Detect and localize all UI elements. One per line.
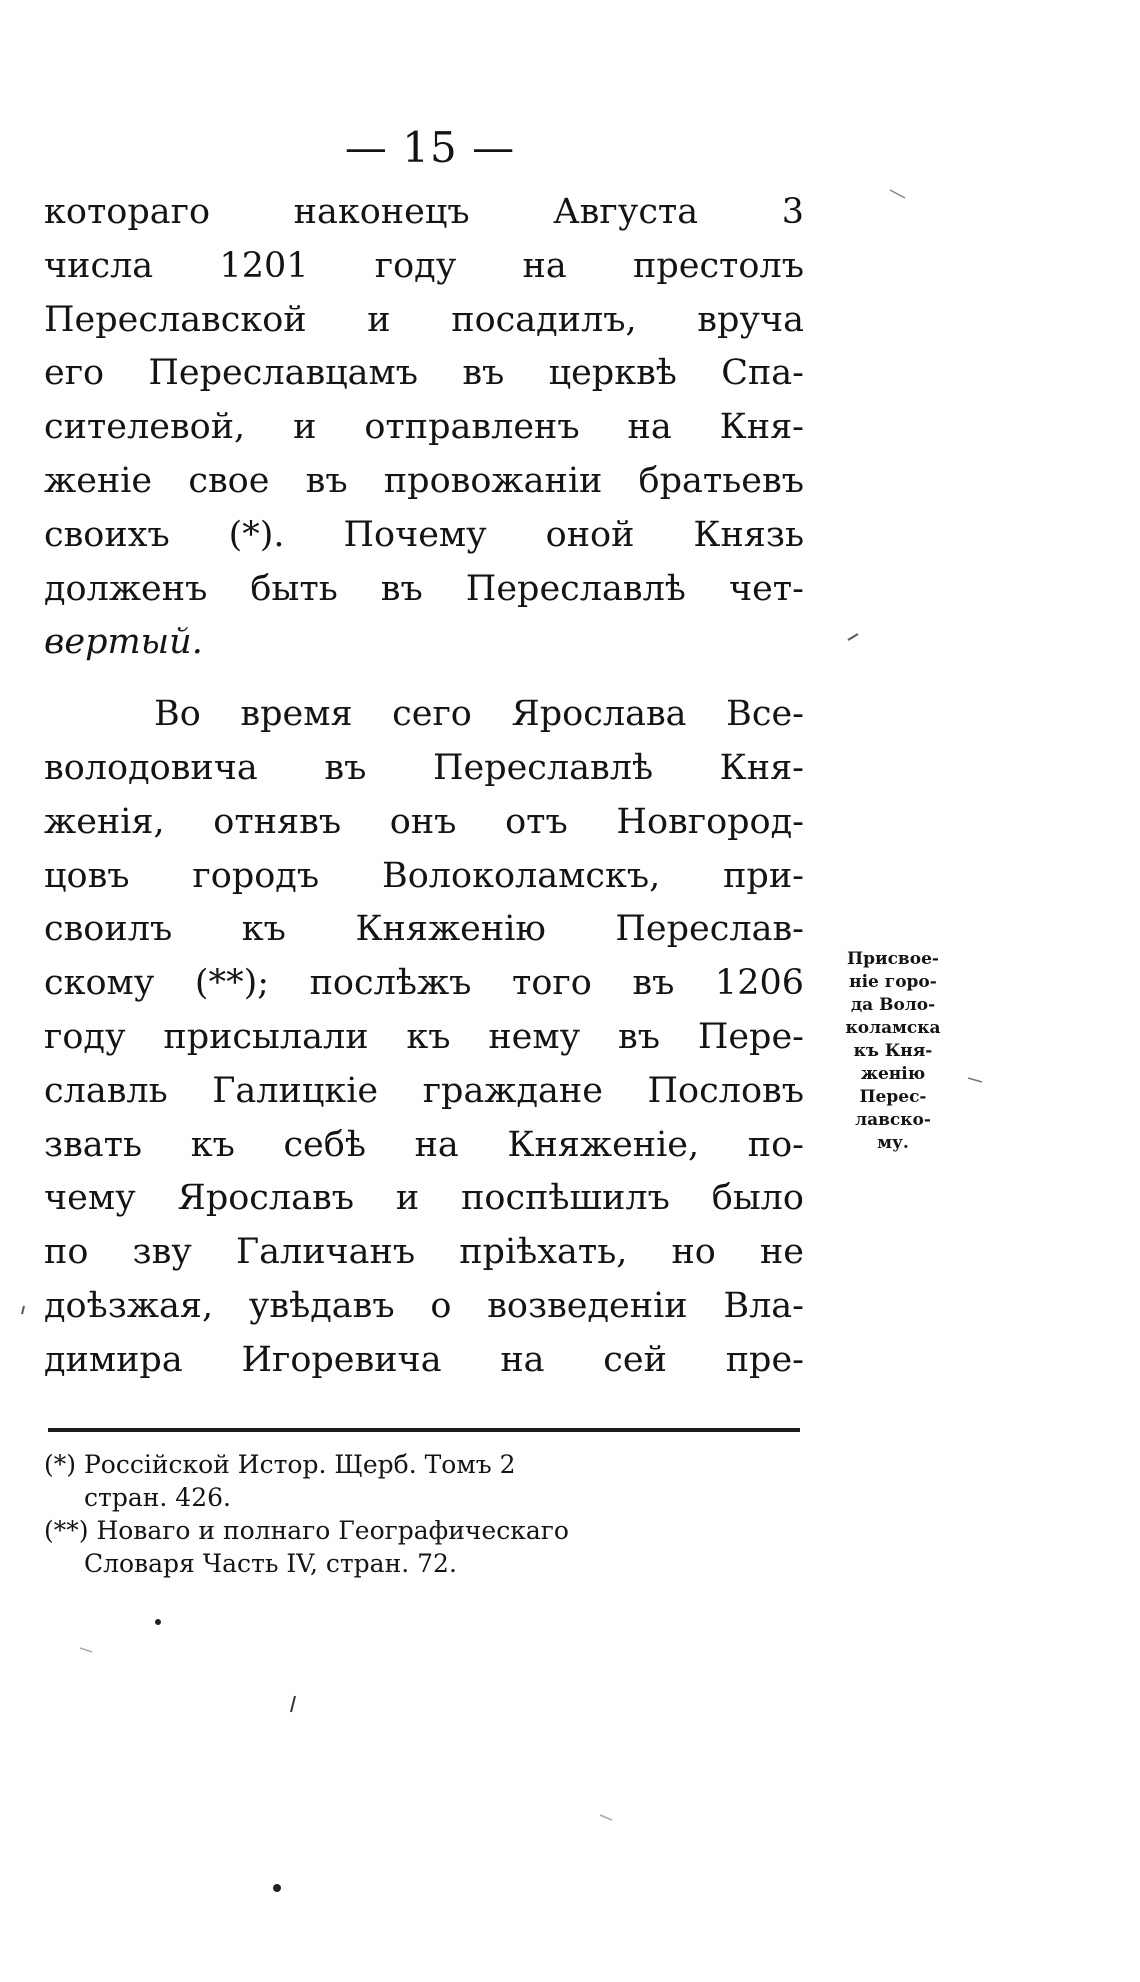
text-line: вертый. bbox=[44, 622, 203, 663]
speck bbox=[968, 1078, 982, 1082]
footnote-line: стран. 426. bbox=[84, 1483, 231, 1512]
text-line: числа 1201 году на престолъ bbox=[44, 245, 804, 286]
margin-note-line: Присвое- bbox=[847, 949, 939, 969]
text-line: володовича въ Переславлѣ Кня- bbox=[44, 747, 804, 788]
text-line: его Переславцамъ въ церквѣ Спа- bbox=[44, 353, 804, 394]
speck bbox=[600, 1815, 612, 1820]
text-line: котораго наконецъ Августа 3 bbox=[44, 192, 804, 232]
text-line: своихъ (*). Почему оной Князь bbox=[44, 514, 804, 555]
text-line: по зву Галичанъ пріѣхать, но не bbox=[44, 1232, 804, 1273]
margin-note-line: къ Кня- bbox=[853, 1041, 933, 1061]
footnote-line: (*) Россійской Истор. Щерб. Томъ 2 bbox=[44, 1450, 516, 1479]
text-line: звать къ себѣ на Княженіе, по- bbox=[44, 1124, 804, 1165]
text-line: Переславской и посадилъ, вруча bbox=[44, 299, 804, 340]
speck bbox=[22, 1306, 24, 1314]
speck bbox=[155, 1619, 161, 1625]
margin-note-line: ніе горо- bbox=[849, 972, 937, 992]
margin-note-line: лавско- bbox=[855, 1110, 931, 1130]
margin-note-line: да Воло- bbox=[850, 995, 936, 1015]
text-line: году присылали къ нему въ Пере- bbox=[44, 1016, 804, 1057]
text-line: женія, отнявъ онъ отъ Новгород- bbox=[44, 801, 804, 842]
text-line: долженъ быть въ Переславлѣ чет- bbox=[44, 568, 804, 609]
text-line: славль Галицкіе граждане Пословъ bbox=[44, 1070, 804, 1111]
text-line: женіе свое въ провожаніи братьевъ bbox=[44, 460, 804, 501]
speck bbox=[273, 1884, 281, 1892]
text-line: своилъ къ Княженію Переслав- bbox=[44, 909, 804, 950]
margin-note-line: женію bbox=[860, 1064, 926, 1084]
margin-note-line: му. bbox=[877, 1133, 909, 1153]
speck bbox=[848, 634, 858, 640]
speck bbox=[890, 190, 905, 198]
margin-note-line: коламска bbox=[845, 1018, 941, 1038]
footnote-line: (**) Новаго и полнаго Географическаго bbox=[44, 1516, 569, 1545]
page-number: — 15 — bbox=[344, 123, 516, 172]
speck bbox=[80, 1648, 92, 1652]
text-line: сителевой, и отправленъ на Кня- bbox=[44, 407, 804, 448]
text-line: димира Игоревича на сей пре- bbox=[44, 1339, 804, 1380]
speck bbox=[291, 1696, 295, 1712]
text-line: скому (**); послѣжъ того въ 1206 bbox=[44, 963, 804, 1004]
text-line: доѣзжая, увѣдавъ о возведеніи Вла- bbox=[44, 1285, 804, 1326]
text-line: цовъ городъ Волоколамскъ, при- bbox=[44, 855, 804, 896]
footnote-line: Словаря Часть IV, стран. 72. bbox=[84, 1549, 457, 1578]
text-line: чему Ярославъ и поспѣшилъ было bbox=[44, 1178, 804, 1219]
margin-note-line: Перес- bbox=[859, 1087, 927, 1107]
text-line: Во время сего Ярослава Все- bbox=[154, 694, 804, 735]
